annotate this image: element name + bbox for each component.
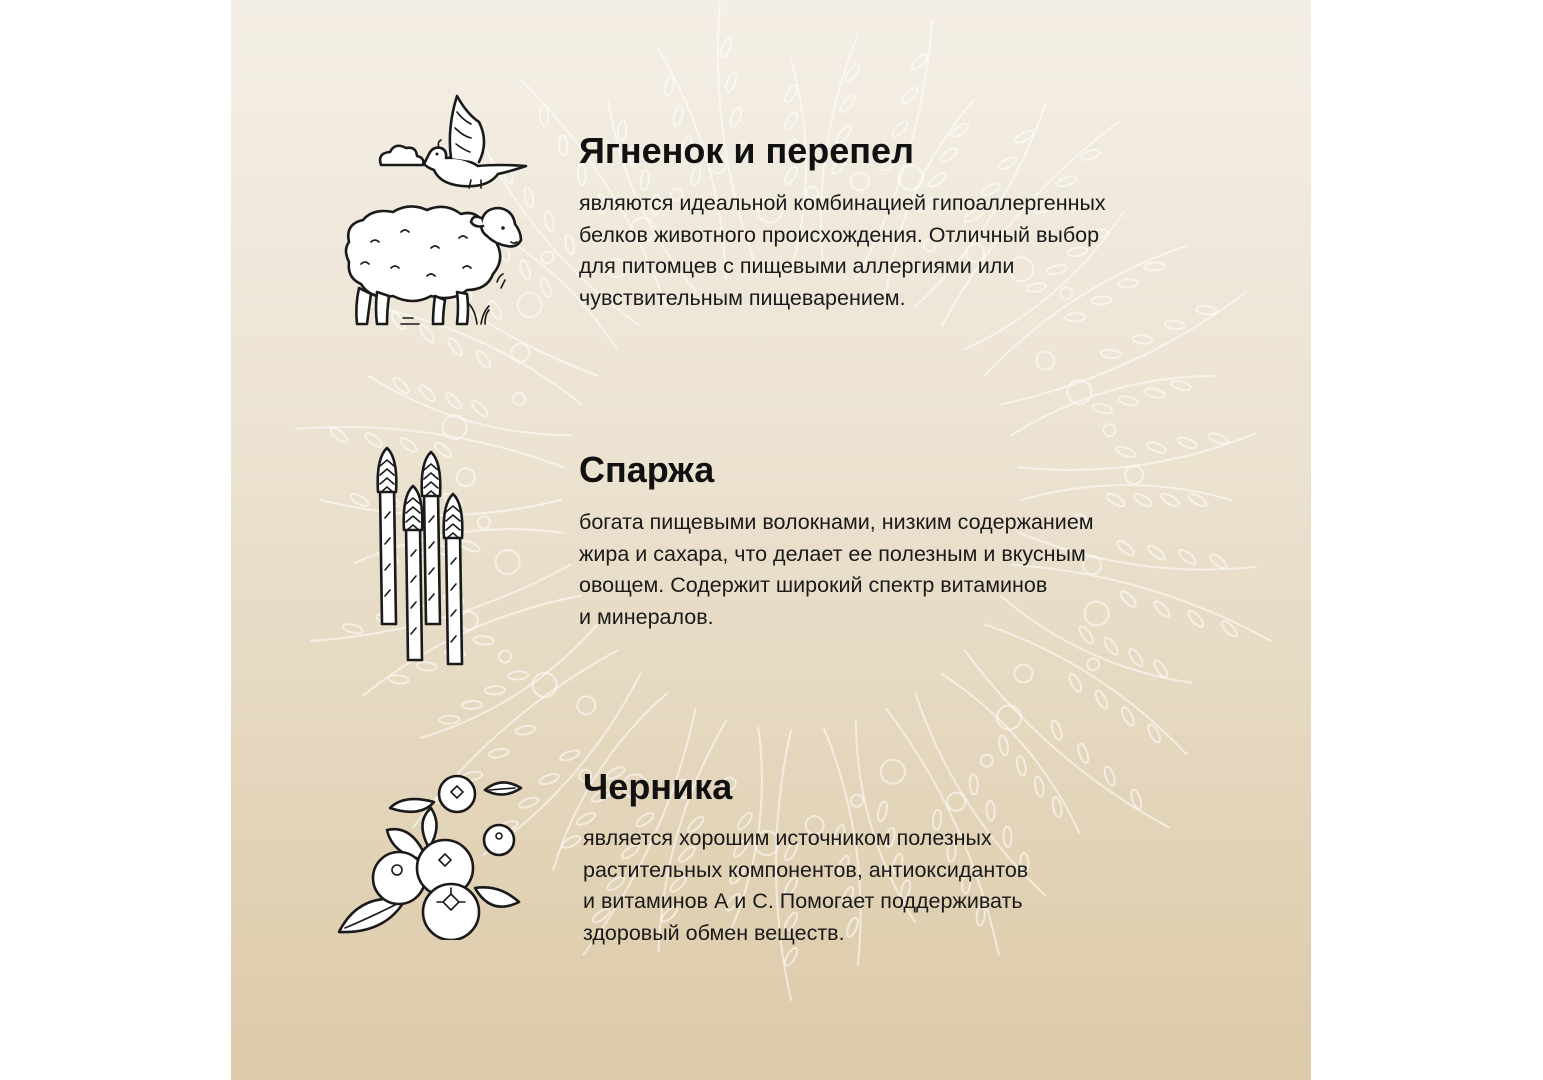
description-line: и минералов. (579, 604, 714, 629)
description-line: для питомцев с пищевыми аллергиями или (579, 254, 1015, 278)
description-line: растительных компонентов, антиоксидантов (583, 857, 1029, 882)
infographic-card (231, 0, 1311, 1080)
description-line: белков животного происхождения. Отличный выбор (579, 222, 1100, 247)
description-line: являются идеальной комбинацией гипоаллергенных (579, 191, 1106, 215)
section-title: Черника (583, 766, 733, 807)
section-title: Ягненок и перепел (579, 130, 914, 171)
blueberry-icon (335, 772, 525, 940)
description-line: и витаминов А и С. Помогает поддерживать (583, 889, 1023, 913)
description-line: жира и сахара, что делает ее полезным и вкусным (579, 541, 1086, 566)
description-line: богата пищевыми волокнами, низким содержанием (579, 510, 1094, 534)
description-line: здоровый обмен веществ. (583, 920, 845, 945)
section-description (583, 823, 1223, 949)
description-line: является хорошим источником полезных (583, 826, 992, 850)
description-line: овощем. Содержит широкий спектр витаминов (579, 573, 1048, 597)
asparagus-icon (373, 442, 493, 670)
section-description (579, 188, 1219, 314)
section-title: Спаржа (579, 449, 715, 490)
lamb-and-quail-icon (331, 92, 546, 332)
description-line: чувствительным пищеварением. (579, 285, 906, 310)
section-description (579, 507, 1219, 633)
